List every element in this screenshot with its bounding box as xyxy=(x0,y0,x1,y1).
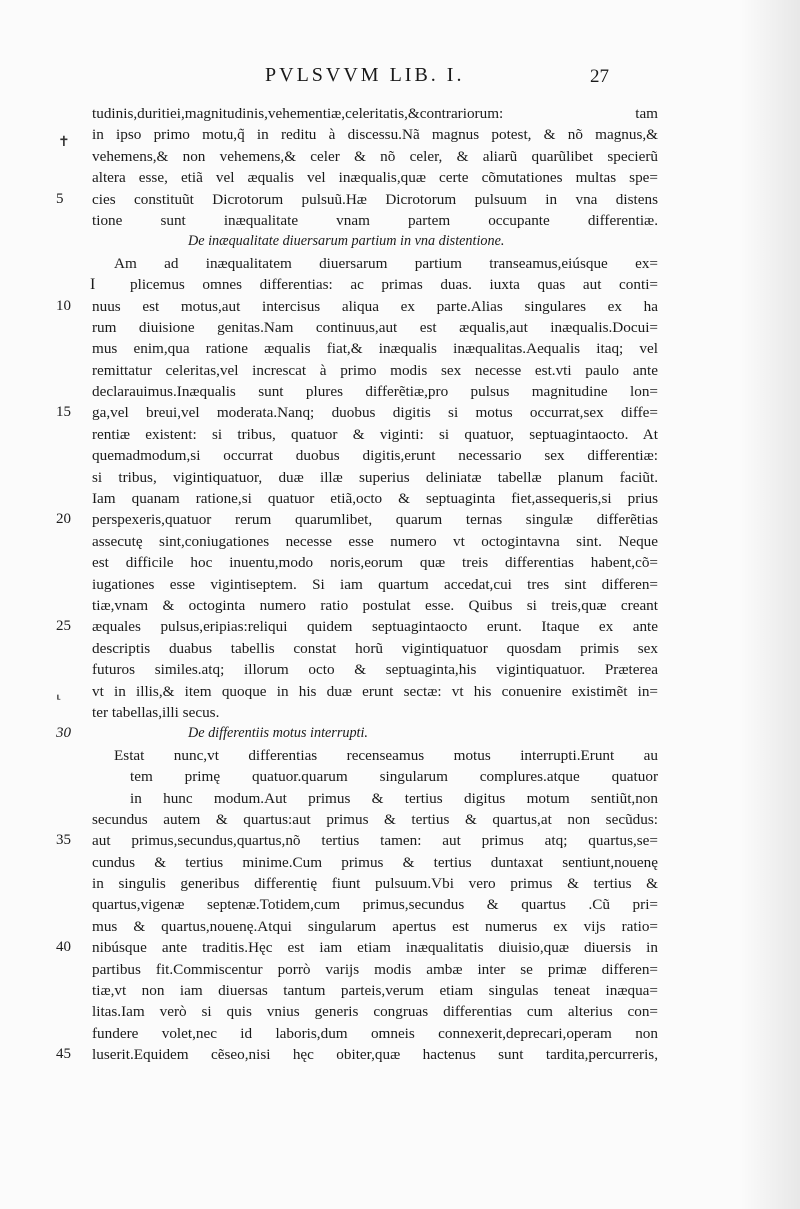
text-line xyxy=(92,574,658,595)
text-line xyxy=(92,338,658,359)
line-text: futuros similes.atq; illorum octo & septuaginta,his vigintiquatuor. Præterea xyxy=(92,661,658,679)
line-number: 15 xyxy=(56,404,71,421)
line-text: mus & quartus,nouenę.Atqui singularum apertus est numerus ex vijs ratio= xyxy=(92,917,658,935)
text-line xyxy=(56,402,658,423)
text-line xyxy=(92,980,658,1001)
text-line xyxy=(92,253,658,274)
text-line xyxy=(92,745,658,766)
margin-mark: ✝ xyxy=(58,135,70,150)
text-line xyxy=(92,274,658,295)
text-line xyxy=(92,167,658,188)
text-line xyxy=(92,360,658,381)
text-block xyxy=(56,103,658,1066)
line-number: 35 xyxy=(56,832,71,849)
text-line xyxy=(92,424,658,445)
text-line xyxy=(92,124,658,145)
line-text: est difficile hoc inuentu,modo noris,eorum quæ treis differentias habent,cõ= xyxy=(92,554,658,572)
line-text: ga,vel breui,vel moderata.Nanq; duobus digitis si motus occurrat,sex diffe= xyxy=(92,404,658,422)
text-line xyxy=(56,296,658,317)
text-line xyxy=(92,702,658,723)
line-number: 40 xyxy=(56,939,71,956)
text-line xyxy=(92,638,658,659)
text-line xyxy=(92,894,658,915)
text-line xyxy=(92,1001,658,1022)
line-text: perspexeris,quatuor rerum quarumlibet, quarum ternas singulæ differẽtias xyxy=(92,511,658,529)
text-line xyxy=(92,381,658,402)
line-text: ter tabellas,illi secus. xyxy=(92,703,220,721)
line-text: tudinis,duritiei,magnitudinis,vehementiæ,celeritatis,&contrariorum: tam xyxy=(92,105,658,122)
text-line xyxy=(92,916,658,937)
line-text: tem primę quatuor.quarum singularum complures.atque quatuor xyxy=(130,768,658,786)
line-text: mus enim,qua ratione æqualis fiat,& inæqualis inæqualitas.Aequalis itaq; vel xyxy=(92,340,658,358)
line-text: Estat nunc,vt differentias recenseamus motus interrupti.Erunt au xyxy=(114,746,658,764)
text-line xyxy=(92,959,658,980)
line-text: rum diuisione genitas.Nam continuus,aut est æqualis,aut inæqualis.Docui= xyxy=(92,318,658,336)
text-line xyxy=(92,873,658,894)
text-line xyxy=(56,830,658,851)
line-text: plicemus omnes differentias: ac primas duas. iuxta quas aut conti= xyxy=(130,276,658,294)
line-text: tione sunt inæqualitate vnam partem occupante differentiæ. xyxy=(92,211,658,229)
text-line xyxy=(92,210,658,231)
line-text: æquales pulsus,eripias:reliqui quidem septuagintaocto erunt. Itaque ex ante xyxy=(92,618,658,636)
text-line xyxy=(92,659,658,680)
line-text: Iam quanam ratione,si quatuor etiã,octo & septuaginta fiet,assequeris,si prius xyxy=(92,490,658,508)
text-line xyxy=(92,1023,658,1044)
line-text: quemadmodum,si occurrat duobus digitis,erunt necessario sex differentiæ: xyxy=(92,447,658,465)
text-line xyxy=(92,595,658,616)
text-line xyxy=(92,467,658,488)
line-text: fundere volet,nec id laboris,dum omneis connexerit,deprecari,operam non xyxy=(92,1024,658,1042)
line-text: cundus & tertius minime.Cum primus & tertius duntaxat sentiunt,nouenę xyxy=(92,853,658,871)
line-text: in hunc modum.Aut primus & tertius digitus motum sentiũt,non xyxy=(130,789,658,807)
line-text: quartus,vigenæ septenæ.Totidem,cum primus,secundus & quartus .Cũ pri= xyxy=(92,896,658,914)
text-line xyxy=(56,1044,658,1065)
line-text: nuus est motus,aut intercisus aliqua ex parte.Alias singulares ex ha xyxy=(92,297,658,315)
running-head xyxy=(0,64,800,94)
line-text: De inæqualitate diuersarum partium in vna distentione. xyxy=(188,233,505,250)
line-number: 20 xyxy=(56,511,71,528)
text-line xyxy=(92,809,658,830)
line-text: rentiæ existent: si tribus, quatuor & viginti: si quatuor, septuagintaocto. At xyxy=(92,425,658,443)
line-text: partibus fit.Commiscentur porrò varijs modis ambæ inter se primæ differen= xyxy=(92,960,658,978)
line-text: secundus autem & quartus:aut primus & tertius & quartus,at non secũdus: xyxy=(92,810,658,828)
text-line xyxy=(92,488,658,509)
line-number: 30 xyxy=(56,725,71,742)
section-heading xyxy=(56,723,658,744)
line-number: 5 xyxy=(56,190,64,207)
text-line xyxy=(92,445,658,466)
text-line xyxy=(92,852,658,873)
text-line xyxy=(56,189,658,210)
page-shadow xyxy=(740,0,800,1209)
line-text: assecutę sint,coniugationes necesse esse numero vt octogintavna sint. Neque xyxy=(92,532,658,550)
line-text: luserit.Equidem cẽseo,nisi hęc obiter,quæ hactenus sunt tardita,percurreris, xyxy=(92,1046,658,1064)
text-line xyxy=(92,317,658,338)
line-text: declarauimus.Inæqualis sunt plures differẽtiæ,pro pulsus magnitudine lon= xyxy=(92,383,658,401)
line-text: in singulis generibus differentię fiunt pulsuum.Vbi vero primus & tertius & xyxy=(92,875,658,893)
text-line xyxy=(92,788,658,809)
text-line xyxy=(92,552,658,573)
text-line xyxy=(56,937,658,958)
line-text: tiæ,vt non iam diuersas tantum parteis,verum etiam singulas teneat inæqua= xyxy=(92,982,658,1000)
page-number: 27 xyxy=(590,66,609,87)
line-text: nibúsque ante traditis.Hęc est iam etiam inæqualitatis diuisio,quæ diuersis in xyxy=(92,939,658,957)
text-line xyxy=(92,103,658,124)
line-number: 10 xyxy=(56,297,71,314)
running-head-title: PVLSVVM LIB. I. xyxy=(265,64,465,86)
margin-mark: ⸤ xyxy=(56,687,62,702)
line-text: litas.Iam verò si quis vnius generis congruas differentias cum alterius con= xyxy=(92,1003,658,1021)
line-text: si tribus, vigintiquatuor, duæ illæ superius deliniatæ tabellæ planum faciũt. xyxy=(92,468,658,486)
line-text: descriptis duabus tabellis constat horũ vigintiquatuor quosdam primis sex xyxy=(92,639,658,657)
line-text: cies constituũt Dicrotorum pulsuũ.Hæ Dicrotorum pulsuum in vna distens xyxy=(92,190,658,208)
text-line xyxy=(56,509,658,530)
line-text: iugationes esse vigintiseptem. Si iam quartum accedat,cui tres sint differen= xyxy=(92,575,658,593)
section-heading xyxy=(92,231,658,252)
line-text: vt in illis,& item quoque in his duæ erunt sectæ: vt his conuenire existimẽt in= xyxy=(92,682,658,700)
line-number: 45 xyxy=(56,1046,71,1063)
line-text: in ipso primo motu,q̃ in reditu à discessu.Nã magnus potest, & nõ magnus,& xyxy=(92,126,658,144)
line-text: De differentiis motus interrupti. xyxy=(188,725,368,742)
line-text: Am ad inæqualitatem diuersarum partium transeamus,eiúsque ex= xyxy=(114,254,658,272)
line-text: tiæ,vnam & octoginta numero ratio postulat esse. Quibus si treis,quæ creant xyxy=(92,596,658,614)
initial-letter: I xyxy=(90,276,96,294)
text-line xyxy=(92,146,658,167)
text-line xyxy=(92,766,658,787)
line-text: altera esse, etiã vel æqualis vel inæqualis,quæ certe cõmutationes multas spe= xyxy=(92,169,658,187)
text-line xyxy=(92,681,658,702)
text-line xyxy=(92,531,658,552)
line-text: vehemens,& non vehemens,& celer & nõ celer, & aliarũ quarũlibet specierũ xyxy=(92,147,658,165)
line-text: aut primus,secundus,quartus,nõ tertius tamen: aut primus atq; quartus,se= xyxy=(92,832,658,850)
text-line xyxy=(56,616,658,637)
line-text: remittatur celeritas,vel increscat à primo modis sex necesse est.vti paulo ante xyxy=(92,361,658,379)
line-number: 25 xyxy=(56,618,71,635)
